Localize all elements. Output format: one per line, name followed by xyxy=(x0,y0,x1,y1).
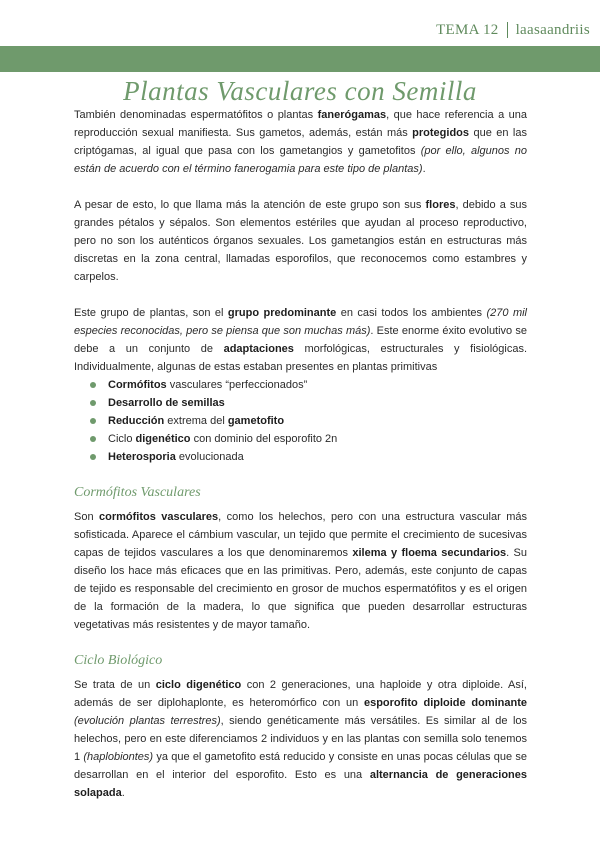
section-heading-ciclo: Ciclo Biológico xyxy=(74,653,163,668)
list-item: Ciclo digenético con dominio del esporofito 2n xyxy=(90,430,527,448)
document-body xyxy=(74,106,527,802)
list-item: Cormófitos vasculares “perfeccionados” xyxy=(90,376,527,394)
header-separator xyxy=(507,22,508,38)
flores-paragraph: A pesar de esto, lo que llama más la atención de este grupo son sus flores, debido a sus grandes pétalos y sépalos. Son elementos estériles que ayudan al proceso reproductivo, pero no son los auténticos órganos sexuales. Los gametangios están en estructuras más discretas en la zona central, llamadas esporofilos, que reconocemos como estambres y carpelos. xyxy=(74,199,527,283)
header-band xyxy=(0,46,600,72)
adaptations-list xyxy=(74,376,527,466)
bullet-icon xyxy=(90,454,96,460)
tema-label: TEMA 12 xyxy=(436,21,499,38)
section-heading-cormofitos: Cormófitos Vasculares xyxy=(74,485,201,500)
author-label: laasaandriis xyxy=(515,21,590,38)
bullet-icon xyxy=(90,400,96,406)
page-header xyxy=(436,20,590,40)
grupo-paragraph: Este grupo de plantas, son el grupo predominante en casi todos los ambientes (270 mil especies reconocidas, pero se piensa que son muchas más). Este enorme éxito evolutivo se debe a un conjunto de adaptaciones morfológicas, estructurales y fisiológicas. Individualmente, algunas de estas estaban presentes en plantas primitivas xyxy=(74,307,528,373)
cormofitos-paragraph: Son cormófitos vasculares, como los helechos, pero con una estructura vascular más sofisticada. Aparece el cámbium vascular, un tejido que permite el crecimiento de sucesivas capas de tejidos vasculares a los que denominaremos xilema y floema secundarios. Su diseño los hace más eficaces que en las primitivas. Pero, además, este conjunto de capas de tejido es responsable del crecimiento en grosor de muchos espermatófitos y es el origen de la formación de la madera, lo que significa que pueden desarrollar estructuras vegetativas más resistentes y de mayor tamaño. xyxy=(74,511,527,631)
list-item: Desarrollo de semillas xyxy=(90,394,527,412)
ciclo-paragraph: Se trata de un ciclo digenético con 2 generaciones, una haploide y otra diploide. Así, además de ser diplohaplonte, es heteromórfico con un esporofito diploide dominante (evolución plantas terrestres), siendo genéticamente más versátiles. Es similar al de los helechos, pero en este diferenciamos 2 individuos y en las plantas con semilla solo tenemos 1 (haplobiontes) ya que el gametofito está reducido y consiste en unas pocas células que se desarrollan en el interior del esporofito. Esto es una alternancia de generaciones solapada. xyxy=(74,679,528,799)
bullet-icon xyxy=(90,382,96,388)
bullet-icon xyxy=(90,436,96,442)
bullet-icon xyxy=(90,418,96,424)
list-item: Reducción extrema del gametofito xyxy=(90,412,527,430)
intro-paragraph: También denominadas espermatófitos o plantas fanerógamas, que hace referencia a una reproducción sexual manifiesta. Sus gametos, además, están más protegidos que en las criptógamas, al igual que pasa con los gametangios y gametofitos (por ello, algunos no están de acuerdo con el término fanerogamia para este tipo de plantas). xyxy=(74,109,527,175)
list-item: Heterosporia evolucionada xyxy=(90,448,527,466)
page-title: Plantas Vasculares con Semilla xyxy=(123,76,477,106)
